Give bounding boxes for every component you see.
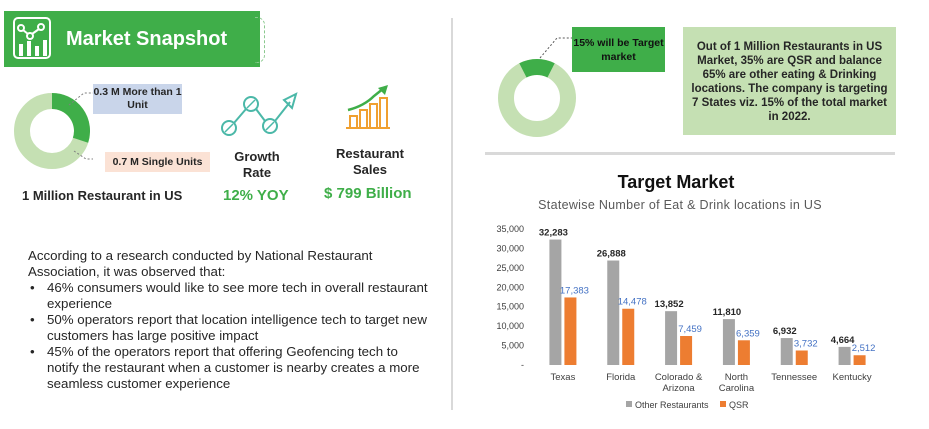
growth-rate-value: 12% YOY	[223, 187, 289, 204]
callout-single-unit: 0.7 M Single Units	[105, 152, 210, 172]
bar-other-restaurants	[665, 311, 677, 365]
data-label: 17,383	[559, 285, 589, 297]
legend-label-other-restaurants: Other Restaurants	[635, 400, 709, 410]
sales-bar-chart-icon	[344, 84, 394, 130]
data-label: 26,888	[596, 248, 626, 260]
bar-other-restaurants	[607, 261, 619, 365]
analytics-icon	[12, 16, 52, 60]
chart-title: Target Market	[617, 172, 735, 192]
restaurant-sales-label: Restaurant Sales	[336, 146, 404, 177]
data-label: 4,664	[830, 334, 855, 346]
panel-divider	[451, 18, 453, 410]
research-bullets	[28, 280, 428, 392]
chart-subtitle: Statewise Number of Eat & Drink locations in US	[538, 198, 822, 212]
legend-swatch-qsr	[720, 401, 726, 407]
x-tick-label: Colorado &	[654, 372, 703, 383]
x-tick-label: Florida	[606, 372, 636, 383]
bar-qsr	[854, 355, 866, 365]
bar-qsr	[796, 350, 808, 365]
bar-qsr	[738, 340, 750, 365]
data-label: 6,932	[772, 326, 797, 338]
research-text	[28, 248, 428, 392]
data-label: 13,852	[654, 299, 684, 311]
data-label: 11,810	[712, 307, 742, 319]
legend-label-qsr: QSR	[729, 400, 749, 410]
growth-trend-icon	[220, 92, 304, 138]
target-market-callout: 15% will be Target market	[572, 27, 665, 72]
data-label: 32,283	[538, 227, 568, 239]
page-title: Market Snapshot	[66, 28, 228, 50]
target-share-donut	[494, 58, 580, 142]
market-info-box: Out of 1 Million Restaurants in US Market, 35% are QSR and balance 65% are other eating & Drinking locations. The company is targeting 7 States viz. 15% of the total market in 2022.	[683, 27, 896, 135]
x-tick-label: Tennessee	[771, 372, 818, 383]
y-tick-label: 20,000	[496, 282, 524, 293]
target-callout-leader	[533, 32, 575, 62]
banner-decoration	[255, 17, 265, 63]
donut-caption: 1 Million Restaurant in US	[22, 188, 183, 203]
restaurant-sales-value: $ 799 Billion	[324, 185, 412, 202]
bar-qsr	[680, 336, 692, 365]
data-label: 6,359	[736, 328, 760, 340]
target-donut-rest	[506, 67, 568, 129]
callout-multi-unit: 0.3 M More than 1 Unit	[93, 84, 182, 114]
bar-qsr	[564, 297, 576, 365]
bar-other-restaurants	[549, 240, 561, 365]
y-tick-label: -	[521, 360, 524, 370]
target-market-bar-chart	[486, 214, 896, 424]
x-tick-label: Kentucky	[832, 372, 872, 383]
growth-rate-label: Growth Rate	[234, 149, 280, 180]
y-tick-label: 15,000	[496, 301, 524, 312]
target-donut-slice	[523, 67, 551, 70]
y-tick-label: 10,000	[496, 321, 524, 332]
bar-other-restaurants	[781, 338, 793, 365]
data-label: 7,459	[678, 324, 702, 336]
y-tick-label: 35,000	[496, 224, 524, 234]
bar-other-restaurants	[839, 347, 851, 365]
y-tick-label: 5,000	[501, 340, 524, 351]
x-tick-label: Texas	[550, 372, 576, 383]
data-label: 2,512	[851, 343, 876, 355]
bar-qsr	[622, 309, 634, 365]
research-intro: According to a research conducted by National Restaurant Association, it was observed that:	[28, 248, 373, 279]
section-separator	[485, 152, 895, 155]
data-label: 3,732	[793, 338, 818, 350]
x-tick-label: North	[724, 372, 749, 383]
research-bullet: • 50% operators report that location intelligence tech to target new customers has large positive impact	[28, 312, 428, 344]
legend-swatch-other-restaurants	[626, 401, 632, 407]
bar-other-restaurants	[723, 319, 735, 365]
y-tick-label: 30,000	[496, 243, 524, 254]
data-label: 14,478	[617, 296, 647, 308]
research-bullet: • 46% consumers would like to see more tech in overall restaurant experience	[28, 280, 428, 312]
x-tick-label: Arizona	[662, 383, 695, 394]
x-tick-label: Carolina	[718, 383, 755, 394]
y-tick-label: 25,000	[496, 262, 524, 273]
research-bullet: • 45% of the operators report that offering Geofencing tech to notify the restaurant when a customer is nearby creates a more seamless customer experience	[28, 344, 428, 392]
